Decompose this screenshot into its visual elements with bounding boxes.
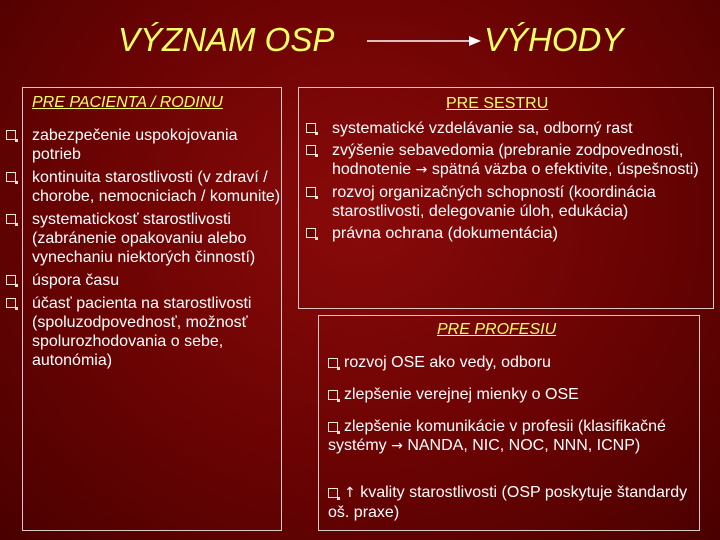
checkbox-bullet-icon [306,123,316,133]
arrow-right-icon: → [391,438,403,454]
checkbox-bullet-icon [328,422,338,432]
list-item: úspora času [0,271,288,290]
list-item: systematické vzdelávanie sa, odborný rast [306,119,716,138]
list-item: právna ochrana (dokumentácia) [306,224,716,243]
checkbox-bullet-icon [6,214,16,224]
left-panel-heading: PRE PACIENTA / RODINU [32,94,223,111]
title-right: VÝHODY [484,21,624,58]
checkbox-bullet-icon [6,172,16,182]
arrow-right-icon: → [415,162,428,178]
list-item: systematickosť starostlivosti (zabránenie opakovaniu alebo vynechaniu niektorých činností) [0,210,288,267]
checkbox-bullet-icon [306,228,316,238]
checkbox-bullet-icon [306,145,316,155]
arrow-right-icon [367,34,481,48]
nurse-benefits-list [306,119,716,246]
list-item: zabezpečenie uspokojovania potrieb [0,126,288,164]
list-item: zlepšenie verejnej mienky o OSE [328,385,700,404]
checkbox-bullet-icon [6,130,16,140]
list-item: zlepšenie komunikácie v profesii (klasifikačné systémy → NANDA, NIC, NOC, NNN, ICNP) [328,418,666,454]
checkbox-bullet-icon [306,187,316,197]
title-left: VÝZNAM OSP [118,21,335,58]
patient-benefits-list [0,126,288,374]
checkbox-bullet-icon [328,488,338,498]
list-item: ↑ kvality starostlivosti (OSP poskytuje štandardy oš. praxe) [328,484,688,521]
checkbox-bullet-icon [328,358,338,368]
list-item: rozvoj OSE ako vedy, odboru [328,353,700,372]
right-panel-heading: PRE SESTRU [446,95,549,112]
checkbox-bullet-icon [6,275,16,285]
list-item: účasť pacienta na starostlivosti (spoluzodpovednosť, možnosť spolurozhodovania o sebe, autonómia) [0,294,288,370]
checkbox-bullet-icon [328,390,338,400]
list-item: kontinuita starostlivosti (v zdraví / chorobe, nemocniciach / komunite) [0,168,288,206]
checkbox-bullet-icon [6,298,16,308]
list-item: rozvoj organizačných schopností (koordinácia starostlivosti, delegovanie úloh, edukácia) [306,183,716,221]
list-item: zvýšenie sebavedomia (prebranie zodpovednosti, hodnotenie → spätná väzba o efektivite, úspešnosti) [306,141,716,180]
profession-panel-heading: PRE PROFESIU [437,321,557,338]
arrow-up-icon: ↑ [344,485,356,501]
